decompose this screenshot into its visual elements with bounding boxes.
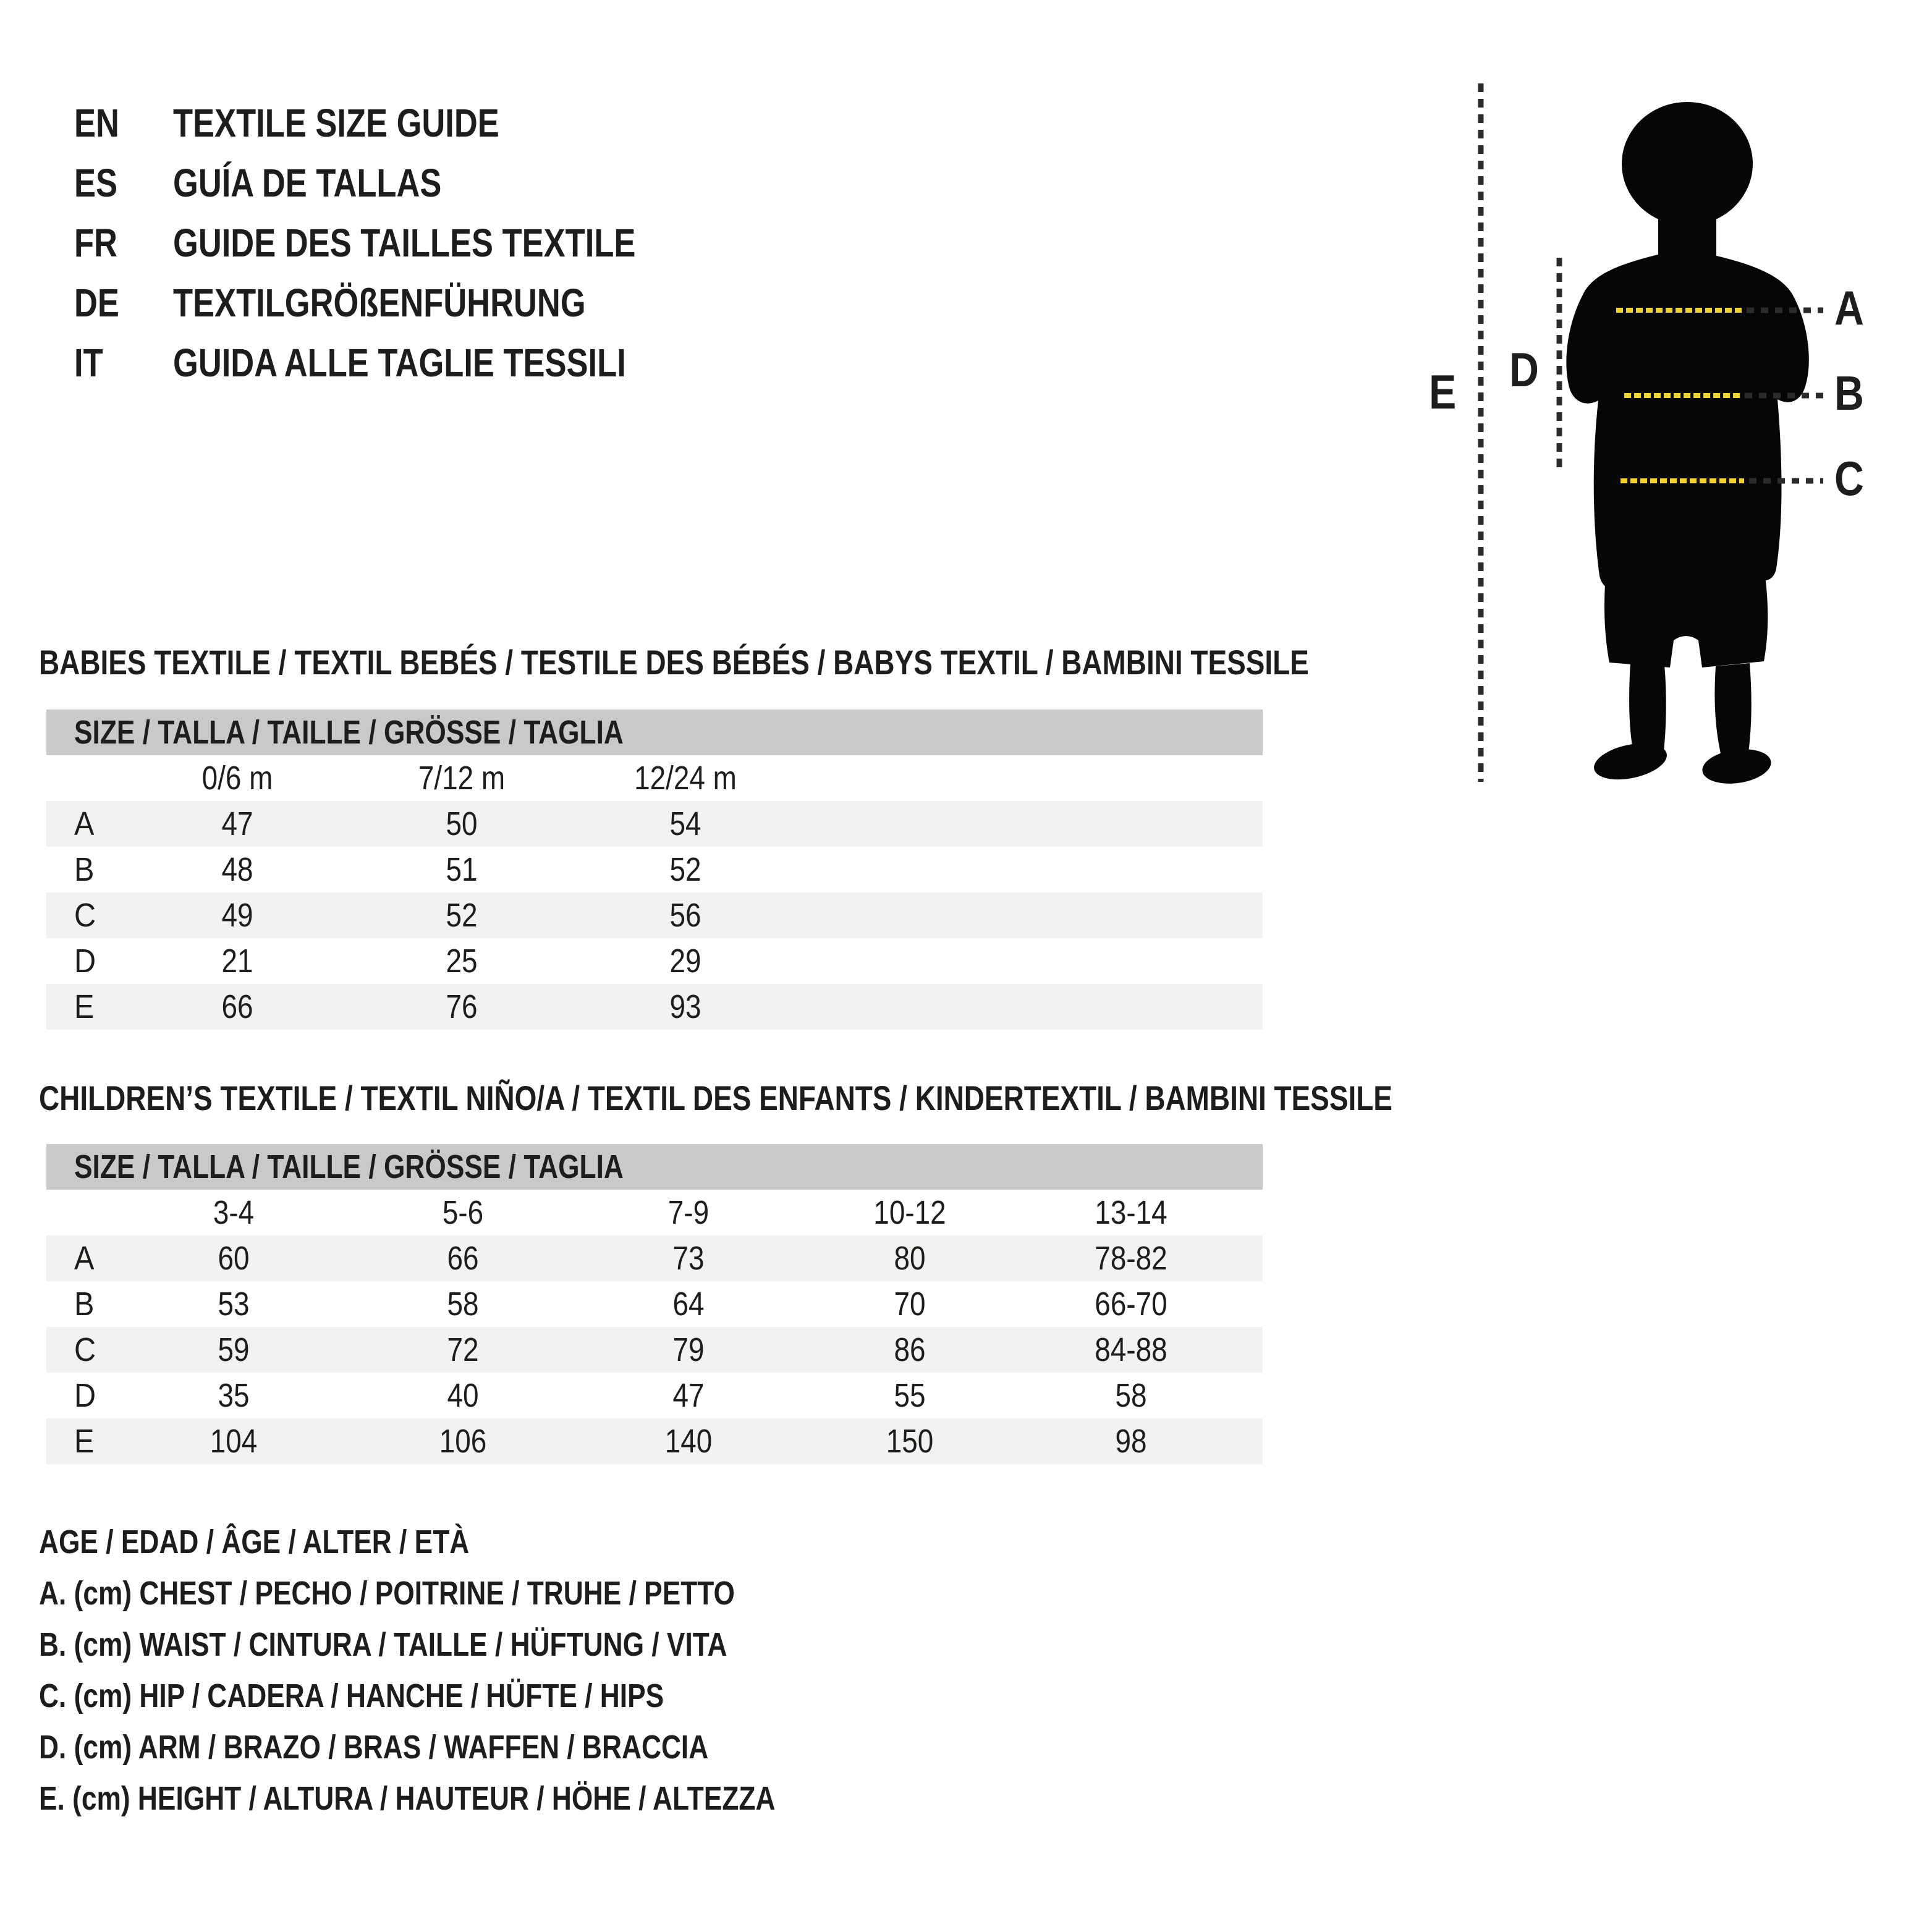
table-row: E 66 76 93 (46, 984, 1263, 1030)
babies-rows (46, 801, 1263, 1030)
silhouette-shorts (1604, 576, 1768, 667)
children-col-3-4: 3-4 (213, 1194, 255, 1231)
lang-row-it (74, 333, 737, 393)
lang-title-de: TEXTILGRÖßENFÜHRUNG (173, 281, 586, 325)
children-rows (46, 1235, 1263, 1464)
label-arm-d: D (1509, 342, 1539, 397)
lang-code-es: ES (74, 161, 118, 205)
legend-waist: B. (cm) WAIST / CINTURA / TAILLE / HÜFTUNG / VITA (39, 1626, 727, 1663)
label-chest-a: A (1834, 280, 1864, 335)
children-col-10-12: 10-12 (873, 1194, 946, 1231)
lang-code-fr: FR (74, 221, 117, 265)
child-silhouette-figure (1391, 49, 1932, 803)
lang-title-es: GUÍA DE TALLAS (173, 161, 442, 205)
babies-column-headers (46, 755, 1263, 801)
children-size-table (46, 1144, 1263, 1464)
label-waist-b: B (1834, 365, 1864, 420)
measurement-legend (39, 1517, 937, 1824)
lang-title-en: TEXTILE SIZE GUIDE (173, 101, 499, 145)
children-col-7-9: 7-9 (667, 1194, 710, 1231)
table-row: A 47 50 54 (46, 801, 1263, 847)
legend-age: AGE / EDAD / ÂGE / ALTER / ETÀ (39, 1523, 470, 1561)
babies-size-header-bar: SIZE / TALLA / TAILLE / GRÖSSE / TAGLIA (46, 710, 1263, 755)
table-row: D 21 25 29 (74, 943, 701, 980)
silhouette-torso (1566, 253, 1808, 589)
lang-row-fr (74, 213, 737, 273)
lang-row-en (74, 93, 737, 153)
table-row: B 53 58 64 70 66-70 (74, 1286, 1167, 1323)
table-row: E 104 106 140 150 98 (46, 1418, 1263, 1464)
label-height-e: E (1429, 364, 1457, 419)
label-hip-c: C (1834, 451, 1864, 506)
children-size-header-bar: SIZE / TALLA / TAILLE / GRÖSSE / TAGLIA (46, 1144, 1263, 1190)
lang-title-fr: GUIDE DES TAILLES TEXTILE (173, 221, 636, 265)
table-row: C 59 72 79 86 84-88 (46, 1327, 1263, 1373)
babies-section-title: BABIES TEXTILE / TEXTIL BEBÉS / TESTILE DES BÉBÉS / BABYS TEXTIL / BAMBINI TESSILE (39, 643, 1309, 682)
table-row: A 60 66 73 80 78-82 (46, 1235, 1263, 1281)
lang-code-de: DE (74, 281, 119, 325)
lang-row-es (74, 153, 737, 213)
babies-col-0-6m: 0/6 m (201, 760, 273, 797)
children-col-13-14: 13-14 (1095, 1194, 1167, 1231)
lang-code-en: EN (74, 101, 119, 145)
lang-code-it: IT (74, 341, 103, 385)
babies-col-12-24m: 12/24 m (634, 760, 737, 797)
lang-row-de (74, 273, 737, 333)
legend-hip: C. (cm) HIP / CADERA / HANCHE / HÜFTE / HIPS (39, 1677, 664, 1714)
language-title-list (74, 93, 737, 393)
silhouette-right-shoe (1700, 745, 1773, 787)
children-column-headers (46, 1190, 1263, 1235)
children-col-5-6: 5-6 (442, 1194, 484, 1231)
babies-size-table (46, 710, 1263, 1030)
table-row: C 49 52 56 (46, 892, 1263, 938)
lang-title-it: GUIDA ALLE TAGLIE TESSILI (173, 341, 626, 385)
babies-col-7-12m: 7/12 m (418, 760, 506, 797)
silhouette-right-leg (1714, 663, 1751, 759)
legend-arm: D. (cm) ARM / BRAZO / BRAS / WAFFEN / BRACCIA (39, 1729, 709, 1766)
legend-height: E. (cm) HEIGHT / ALTURA / HAUTEUR / HÖHE / ALTEZZA (39, 1780, 776, 1817)
table-row: B 48 51 52 (74, 851, 701, 888)
legend-chest: A. (cm) CHEST / PECHO / POITRINE / TRUHE / PETTO (39, 1575, 735, 1612)
children-section-title: CHILDREN’S TEXTILE / TEXTIL NIÑO/A / TEXTIL DES ENFANTS / KINDERTEXTIL / BAMBINI TESSILE (39, 1078, 1392, 1117)
table-row: D 35 40 47 55 58 (74, 1377, 1147, 1414)
